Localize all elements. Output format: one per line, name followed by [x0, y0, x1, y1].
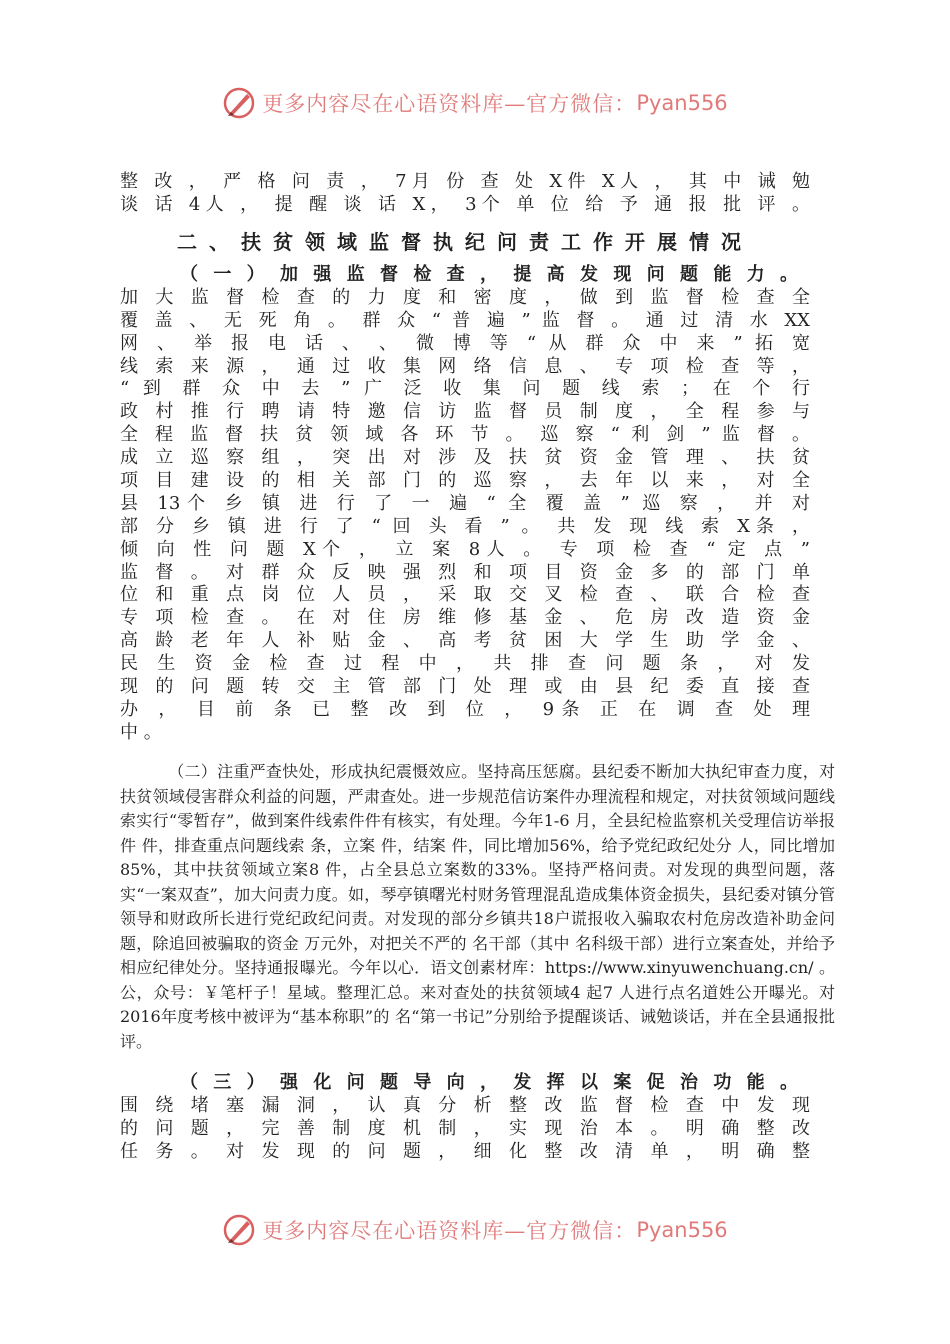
text-line: 监 督 。 对 群 众 反 映 强 烈 和 项 目 资 金 多 的 部 门 单 — [120, 561, 810, 583]
text-line: 线 索 来 源 ， 通 过 收 集 网 络 信 息 、 专 项 检 查 等 ， — [120, 355, 810, 377]
text-block-3 — [120, 1072, 810, 1164]
text-line: 现 的 问 题 转 交 主 管 部 门 处 理 或 由 县 纪 委 直 接 查 — [120, 676, 810, 698]
text-line: “ 到 群 众 中 去 ” 广 泛 收 集 问 题 线 索 ； 在 个 行 — [120, 378, 810, 400]
text-line: 的 问 题 ， 完 善 制 度 机 制 ， 实 现 治 本 。 明 确 整 改 — [120, 1117, 810, 1139]
text-block-1 — [120, 171, 810, 217]
banner-wechat-id: Pyan556 — [636, 91, 728, 115]
text-line: 高 龄 老 年 人 补 贴 金 、 高 考 贫 困 大 学 生 助 学 金 、 — [120, 630, 810, 652]
section-heading-2: 二、扶贫领域监督执纪问责工作开展情况 — [177, 230, 753, 254]
text-line: 县 13个 乡 镇 进 行 了 一 遍 “ 全 覆 盖 ” 巡 察 ， 并 对 — [120, 492, 810, 514]
text-line: 办 ， 目 前 条 已 整 改 到 位 ， 9条 正 在 调 查 处 理 — [120, 698, 810, 720]
text-line: 任 务 。 对 发 现 的 问 题 ， 细 化 整 改 清 单 ， 明 确 整 — [120, 1140, 810, 1162]
subheading-1: （ 一 ） 加 强 监 督 检 查 ， 提 高 发 现 问 题 能 力 。 — [180, 264, 798, 285]
text-line: 倾 向 性 问 题 X个 ， 立 案 8人 。 专 项 检 查 “ 定 点 ” — [120, 538, 810, 560]
watermark-banner-bottom — [0, 1213, 950, 1247]
banner-wechat-id: Pyan556 — [636, 1218, 728, 1242]
text-line: 围 绕 堵 塞 漏 洞 ， 认 真 分 析 整 改 监 督 检 查 中 发 现 — [120, 1094, 810, 1116]
text-line: 部 分 乡 镇 进 行 了 “ 回 头 看 ” 。 共 发 现 线 索 X条 ， — [120, 515, 810, 537]
text-line: 中 。 — [120, 721, 162, 743]
watermark-banner-top — [0, 86, 950, 120]
text-line: 民 生 资 金 检 查 过 程 中 ， 共 排 查 问 题 条 ， 对 发 — [120, 653, 810, 675]
subheading-3: （ 三 ） 强 化 问 题 导 向 ， 发 挥 以 案 促 治 功 能 。 — [180, 1072, 798, 1093]
text-line: 整 改 ， 严 格 问 责 ， 7月 份 查 处 X件 X人 ， 其 中 诫 勉 — [120, 171, 810, 192]
text-line: 专 项 检 查 。 在 对 住 房 维 修 基 金 、 危 房 改 造 资 金 — [120, 607, 810, 629]
text-line: 覆 盖 、 无 死 角 。 群 众 “ 普 遍 ” 监 督 。 通 过 清 水 XX — [120, 309, 810, 331]
pen-logo-icon — [222, 86, 256, 120]
pen-logo-icon — [222, 1213, 256, 1247]
text-line: 谈 话 4人 ， 提 醒 谈 话 X， 3个 单 位 给 予 通 报 批 评 。 — [120, 193, 810, 215]
text-line: 成 立 巡 察 组 ， 突 出 对 涉 及 扶 贫 资 金 管 理 、 扶 贫 — [120, 447, 810, 469]
paragraph-2-text: （二）注重严查快处，形成执纪震慑效应。坚持高压惩腐。县纪委不断加大执纪审查力度，对扶贫领域侵害群众利益的问题，严肃查处。进一步规范信访案件办理流程和规定，对扶贫领域问题线索实行“零暂存”，做到案件线索件件有核实，有处理。今年1-6 月，全县纪检监察机关受理信访举报件 件，排查重点问题线索 条，立案 件，结案 件，同比增加56%，给予党纪政纪处分 人，同比增加85%，其中扶贫领域立案8 件，占全县总立案数的33%。坚持严格问责。对发现的典型问题，落实“一案双查”，加大问责力度。如，琴亭镇曙光村财务管理混乱造成集体资金损失，县纪委对镇分管领导和财政所长进行党纪政纪问责。对发现的部分乡镇共18户谎报收入骗取农村危房改造补助金问题，除追回被骗取的资金 万元外，对把关不严的 名干部（其中 名科级干部）进行立案查处，并给予相应纪律处分。坚持通报曝光。今年以心．语文创素材库：https://www.xinyuwenchuang.cn/ 。公，众号：￥笔杆子！星域。整理汇总。来对查处的扶贫领域4 起7 人进行点名道姓公开曝光。对2016年度考核中被评为“基本称职”的 名“第一书记”分别给予提醒谈话、诫勉谈话，并在全县通报批评。 — [120, 762, 835, 1051]
text-block-2 — [120, 264, 810, 745]
text-line: 加 大 监 督 检 查 的 力 度 和 密 度 ， 做 到 监 督 检 查 全 — [120, 286, 810, 308]
paragraph-2 — [120, 760, 835, 1054]
banner-text: 更多内容尽在心语资料库—官方微信： — [262, 1219, 637, 1243]
banner-text: 更多内容尽在心语资料库—官方微信： — [262, 92, 637, 116]
text-line: 项 目 建 设 的 相 关 部 门 的 巡 察 ， 去 年 以 来 ， 对 全 — [120, 470, 810, 492]
text-line: 网 、 举 报 电 话 、 、 微 博 等 “ 从 群 众 中 来 ” 拓 宽 — [120, 332, 810, 354]
text-line: 全 程 监 督 扶 贫 领 域 各 环 节 。 巡 察 “ 利 剑 ” 监 督 。 — [120, 424, 810, 446]
text-line: 位 和 重 点 岗 位 人 员 ， 采 取 交 叉 检 查 、 联 合 检 查 — [120, 584, 810, 606]
text-line: 政 村 推 行 聘 请 特 邀 信 访 监 督 员 制 度 ， 全 程 参 与 — [120, 401, 810, 423]
